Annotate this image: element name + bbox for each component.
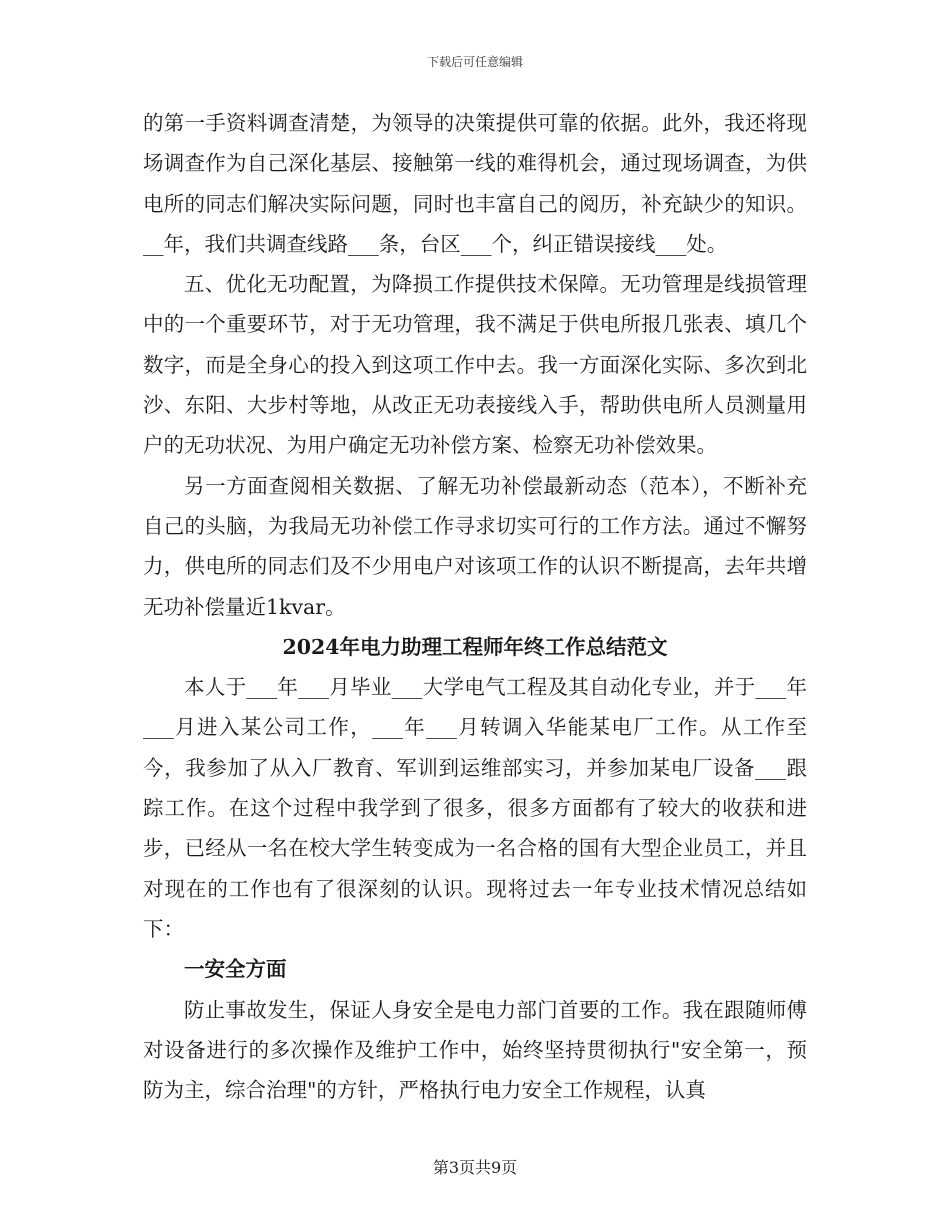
paragraph-continued: 的第一手资料调查清楚，为领导的决策提供可靠的依据。此外，我还将现场调查作为自己深化基层、接触第一线的难得机会，通过现场调查，为供电所的同志们解决实际问题，同时也丰富自己的阅历，补充缺少的知识。__年，我们共调查线路___条，台区___个，纠正错误接线___处。: [143, 111, 807, 256]
page-header-note: 下载后可任意编辑: [426, 55, 523, 69]
paragraph-safety: 防止事故发生，保证人身安全是电力部门首要的工作。我在跟随师傅对设备进行的多次操作及维护工作中，始终坚持贯彻执行"安全第一，预防为主，综合治理"的方针，严格执行电力安全工作规程，认真: [143, 997, 807, 1103]
page-number-footer: 第3页共9页: [432, 1158, 518, 1177]
document-title: 2024年电力助理工程师年终工作总结范文: [282, 634, 668, 659]
section-heading-safety: 一安全方面: [184, 957, 287, 982]
document-body: [143, 103, 807, 1110]
paragraph-intro: 本人于___年___月毕业___大学电气工程及其自动化专业，并于___年___月进入某公司工作，___年___月转调入华能某电厂工作。从工作至今，我参加了从入厂教育、军训到运维部实习，并参加某电厂设备___跟踪工作。在这个过程中我学到了很多，很多方面都有了较大的收获和进步，已经从一名在校大学生转变成为一名合格的国有大型企业员工，并且对现在的工作也有了很深刻的认识。现将过去一年专业技术情况总结如下：: [143, 675, 807, 941]
paragraph-reactive-compensation: 另一方面查阅相关数据、了解无功补偿最新动态（范本），不断补充自己的头脑，为我局无功补偿工作寻求切实可行的工作方法。通过不懈努力，供电所的同志们及不少用电户对该项工作的认识不断提高，去年共增无功补偿量近1kvar。: [143, 473, 807, 619]
paragraph-reactive-power: 五、优化无功配置，为降损工作提供技术保障。无功管理是线损管理中的一个重要环节，对于无功管理，我不满足于供电所报几张表、填几个数字，而是全身心的投入到这项工作中去。我一方面深化实际、多次到北沙、东阳、大步村等地，从改正无功表接线入手，帮助供电所人员测量用户的无功状况、为用户确定无功补偿方案、检察无功补偿效果。: [143, 272, 807, 458]
